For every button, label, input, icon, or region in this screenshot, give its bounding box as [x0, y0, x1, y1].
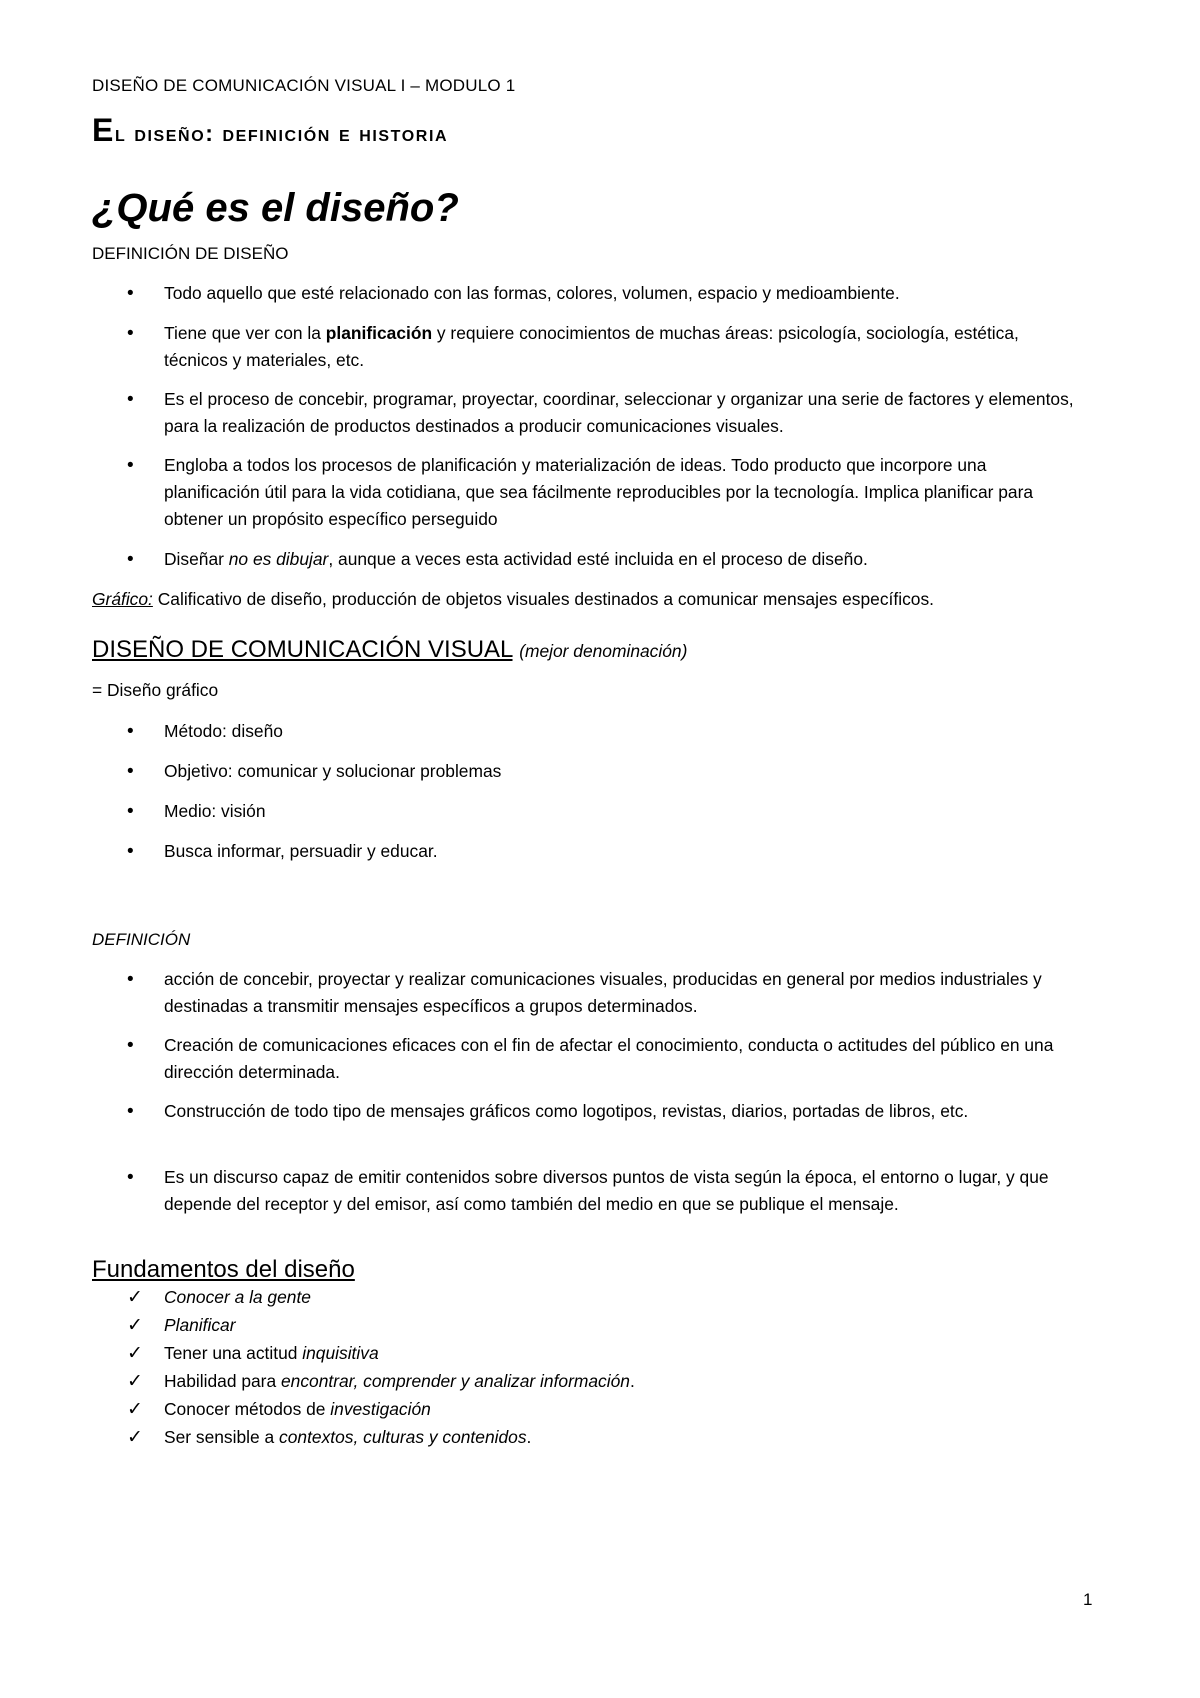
- bullet-icon: •: [127, 1167, 134, 1188]
- checklist-item-text: Ser sensible a contextos, culturas y contenidos.: [164, 1427, 532, 1447]
- checkmark-icon: ✓: [127, 1343, 143, 1364]
- bullet-icon: •: [127, 389, 134, 410]
- page-number: 1: [1083, 1590, 1093, 1609]
- bullet-icon: •: [127, 1101, 134, 1122]
- list-item-text: Busca informar, persuadir y educar.: [164, 841, 438, 861]
- checklist-item-text: Planificar: [164, 1315, 236, 1335]
- checkmark-icon: ✓: [127, 1399, 143, 1420]
- bullet-icon: •: [127, 323, 134, 344]
- list-item-text: Creación de comunicaciones eficaces con el fin de afectar el conocimiento, conducta o actitudes del público en una dirección determinada.: [164, 1035, 1054, 1082]
- list-item-text: Engloba a todos los procesos de planificación y materialización de ideas. Todo producto que incorpore una planificación útil para la vida cotidiana, que sea fácilmente reproducibles por la tecnología. Implica planificar para obtener un propósito específico perseguido: [164, 455, 1034, 529]
- grafico-paragraph: Gráfico: Calificativo de diseño, producción de objetos visuales destinados a comunicar mensajes específicos.: [92, 589, 934, 609]
- checklist-item-text: Conocer métodos de investigación: [164, 1399, 431, 1419]
- bullet-icon: •: [127, 283, 134, 304]
- document-title: El diseño: definición e historia: [92, 112, 449, 148]
- checkmark-icon: ✓: [127, 1315, 143, 1336]
- document-header: DISEÑO DE COMUNICACIÓN VISUAL I – MODULO 1: [92, 76, 516, 95]
- list-item-text: Medio: visión: [164, 801, 266, 821]
- list-item-text: Es un discurso capaz de emitir contenidos sobre diversos puntos de vista según la época, el entorno o lugar, y que depende del receptor y del emisor, así como también del medio en que se publique el mensaje.: [164, 1167, 1049, 1214]
- label-definicion-de-diseno: DEFINICIÓN DE DISEÑO: [92, 244, 289, 263]
- list-item-text: Método: diseño: [164, 721, 283, 741]
- bullet-icon: •: [127, 761, 134, 782]
- checkmark-icon: ✓: [127, 1371, 143, 1392]
- list-item-text: Todo aquello que esté relacionado con las formas, colores, volumen, espacio y medioambiente.: [164, 283, 900, 303]
- checklist-item-text: Conocer a la gente: [164, 1287, 311, 1307]
- list-item-text: acción de concebir, proyectar y realizar comunicaciones visuales, producidas en general por medios industriales y destinadas a transmitir mensajes específicos a grupos determinados.: [164, 969, 1042, 1016]
- bullet-icon: •: [127, 1035, 134, 1056]
- checkmark-icon: ✓: [127, 1427, 143, 1448]
- bullet-icon: •: [127, 549, 134, 570]
- bullet-icon: •: [127, 969, 134, 990]
- bullet-icon: •: [127, 801, 134, 822]
- list-item-text: Objetivo: comunicar y solucionar problemas: [164, 761, 502, 781]
- bullet-icon: •: [127, 455, 134, 476]
- bullet-icon: •: [127, 721, 134, 742]
- list-item-text: Tiene que ver con la planificación y requiere conocimientos de muchas áreas: psicología, sociología, estética, técnicos y materiales, etc.: [164, 323, 1019, 370]
- label-definicion: DEFINICIÓN: [92, 930, 191, 949]
- list-item-text: Construcción de todo tipo de mensajes gráficos como logotipos, revistas, diarios, portadas de libros, etc.: [164, 1101, 969, 1121]
- list-item-text: Diseñar no es dibujar, aunque a veces esta actividad esté incluida en el proceso de diseño.: [164, 549, 868, 569]
- checklist-item-text: Habilidad para encontrar, comprender y analizar información.: [164, 1371, 635, 1391]
- checklist-item-text: Tener una actitud inquisitiva: [164, 1343, 379, 1363]
- equals-diseno-grafico: = Diseño gráfico: [92, 680, 219, 700]
- bullet-icon: •: [127, 841, 134, 862]
- heading-diseno-comunicacion-visual: DISEÑO DE COMUNICACIÓN VISUAL (mejor denominación): [92, 636, 688, 663]
- checkmark-icon: ✓: [127, 1287, 143, 1308]
- heading-que-es-el-diseno: ¿Qué es el diseño?: [92, 186, 459, 230]
- heading-fundamentos: Fundamentos del diseño: [92, 1256, 355, 1283]
- list-item-text: Es el proceso de concebir, programar, proyectar, coordinar, seleccionar y organizar una serie de factores y elementos, para la realización de productos destinados a producir comunicaciones visuales.: [164, 389, 1074, 436]
